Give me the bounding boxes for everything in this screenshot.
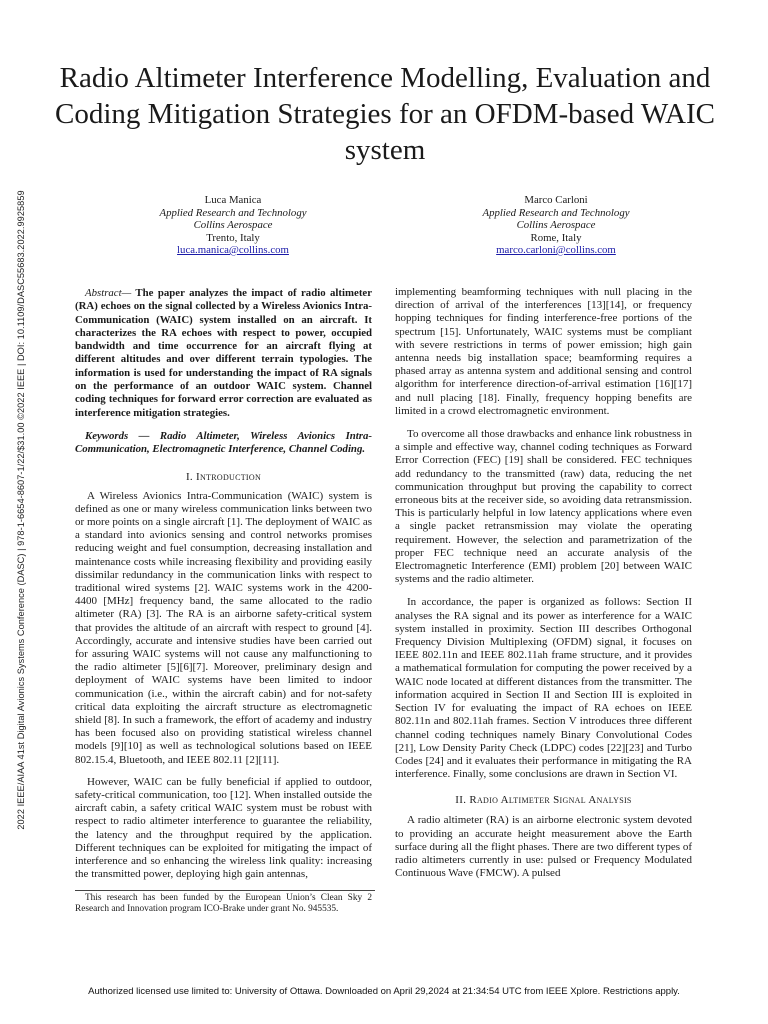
author-name: Luca Manica — [204, 194, 262, 206]
paragraph: To overcome all those drawbacks and enhance link robustness in a simple and effective way, channel coding techniques as Forward Error Correction (FEC) [19] shall be considered. FEC techniques add redundancy to the transmitted (raw) data, reducing the net communication throughput but proving the capability to correct erroneous bits at the receiver side, so avoiding data retransmission. This is particularly helpful in low latency applications where even a single packet retransmission may violate the operating requirement. However, the selection and parametrization of the proper FEC technique need an accurate analysis of the Electromagnetic Interference (EMI) problem [20] between WAIC systems and the radio altimeter. — [395, 428, 692, 586]
author-2 — [436, 194, 676, 257]
author-location: Rome, Italy — [530, 231, 582, 244]
paragraph: implementing beamforming techniques with null placing in the direction of arrival of the interferences [13][14], or frequency hopping techniques for finding interference-free portions of the spectrum [15]. Unfortunately, WAIC systems must be compliant with severe restrictions in terms of power emission; high gain antenna needs big installation space; beamforming requires a phased array as antenna system and additional sensing and control algorithm for interference direction-of-arrival estimation [16][17] and null placing [18]. Finally, frequency hopping benefits are limited in a crowd electromagnetic environment. — [395, 286, 692, 417]
paragraph: A radio altimeter (RA) is an airborne electronic system devoted to providing an accurate height measurement above the Earth surface during all the flight phases. There are two different types of radio altimeters currently in use: pulsed or Frequency Modulated Continuous Wave (FMCW). A pulsed — [395, 814, 692, 880]
left-column — [75, 287, 372, 915]
author-department: Applied Research and Technology — [482, 206, 630, 219]
author-1 — [113, 194, 353, 257]
conference-sidebar-note — [4, 190, 38, 830]
funding-footnote: This research has been funded by the European Union’s Clean Sky 2 Research and Innovation program ICO-Brake under grant No. 945535. — [75, 893, 372, 915]
section-heading-introduction: I. Introduction — [185, 470, 262, 483]
author-organization: Collins Aerospace — [193, 219, 273, 231]
abstract-label: Abstract— — [85, 287, 132, 299]
author-organization: Collins Aerospace — [516, 219, 596, 231]
abstract-text: The paper analyzes the impact of radio altimeter (RA) echoes on the signal collected by a Wireless Avionics Intra-Communication (WAIC) system installed on an aircraft. It characterizes the RA echoes with respect to power, occupied bandwidth and time occurrence for an aircraft flying at different altitudes and over different terrain typologies. The information is used for understanding the impact of RA signals on the performance of an outdoor WAIC system. Channel coding techniques for forward error correction are evaluated as interference mitigation strategies. — [75, 287, 372, 419]
paragraph: A Wireless Avionics Intra-Communication (WAIC) system is defined as one or many wireless communication links between two or more points on a single aircraft [1]. The deployment of WAIC as a standard into avionics sensing and control networks promises reducing weight and fuel consumption, decreasing installation and maintenance costs while increasing flexibility and providing easily dissimilar redundancy in the communication links with respect to traditional wired systems [2]. WAIC systems work in the 4200-4400 [MHz] frequency band, the same allocated to the radio altimeter (RA) [3]. The RA is an airborne safety-critical system that provides the altitude of an aircraft with respect to ground [4]. Accordingly, accurate and intensive studies have been carried out for assuring WAIC systems will not cause any malfunctioning to the radio altimeter [5][6][7]. Moreover, preliminary design and deployment of WAIC systems have been limited to indoor communication (i.e., within the aircraft cabin) and for not-safety critical data exploiting the aircraft structure as electromagnetic shield [8]. In such a framework, the effort of academy and industry has been focused also on providing statistical wireless channel models [9][10] as well as technological solutions based on IEEE 802.15.4, Bluetooth, and IEEE 802.11 [2][11]. — [75, 489, 372, 766]
right-column — [395, 286, 692, 880]
author-block — [40, 194, 730, 264]
footnote-divider — [75, 890, 375, 891]
conference-citation-text: 2022 IEEE/AIAA 41st Digital Avionics Systems Conference (DASC) | 978-1-6654-8607-1/22/$31.00 ©2022 IEEE | DOI: 10.1109/DASC55683.2022.9925859 — [16, 190, 26, 830]
license-notice: Authorized licensed use limited to: University of Ottawa. Downloaded on April 29,2024 at 21:34:54 UTC from IEEE Xplore. Restrictions apply. — [88, 986, 680, 997]
author-location: Trento, Italy — [206, 231, 260, 244]
section-heading-ra-signal-analysis: II. Radio Altimeter Signal Analysis — [455, 794, 632, 807]
paragraph: However, WAIC can be fully beneficial if applied to outdoor, safety-critical communication, too [12]. When installed outside the aircraft cabin, a safety critical WAIC system must be robust with respect to radio altimeter interference to guarantee the reliability, the latency and the throughput required by the application. Different techniques can be exploited for mitigating the impact of interference and so enhancing the wireless link quality: increasing the transmitted power, deploying high gain antennas, — [75, 775, 372, 881]
author-name: Marco Carloni — [524, 194, 588, 206]
author-email-link[interactable]: marco.carloni@collins.com — [496, 244, 616, 256]
author-department: Applied Research and Technology — [159, 206, 307, 219]
keywords: Keywords — Radio Altimeter, Wireless Avionics Intra-Communication, Electromagnetic Interference, Channel Coding. — [75, 429, 372, 456]
paragraph: In accordance, the paper is organized as follows: Section II analyses the RA signal and its power as interference for a WAIC system installed in proximity. Section III describes Orthogonal Frequency Division Multiplexing (OFDM) signal, it focuses on IEEE 802.11n and IEEE 802.11ah frame structure, and it provides a mathematical formulation for computing the power received by a WAIC node located at different distances from the transmitter. The information acquired in Section II and Section III is exploited in Section IV for evaluating the impact of RA echoes on IEEE 802.11n and 802.11ah frames. Section V introduces three different channel coding techniques namely Binary Convolutional Codes [21], Low Density Parity Check (LDPC) codes [22][23] and Turbo Codes [24] and it evaluates their performance in mitigating the RA interference. Finally, some conclusions are drawn in Section VI. — [395, 596, 692, 781]
paper-title: Radio Altimeter Interference Modelling, Evaluation and Coding Mitigation Strategies for an OFDM-based WAIC system — [55, 62, 715, 166]
abstract — [75, 287, 372, 420]
author-email-link[interactable]: luca.manica@collins.com — [177, 244, 289, 256]
